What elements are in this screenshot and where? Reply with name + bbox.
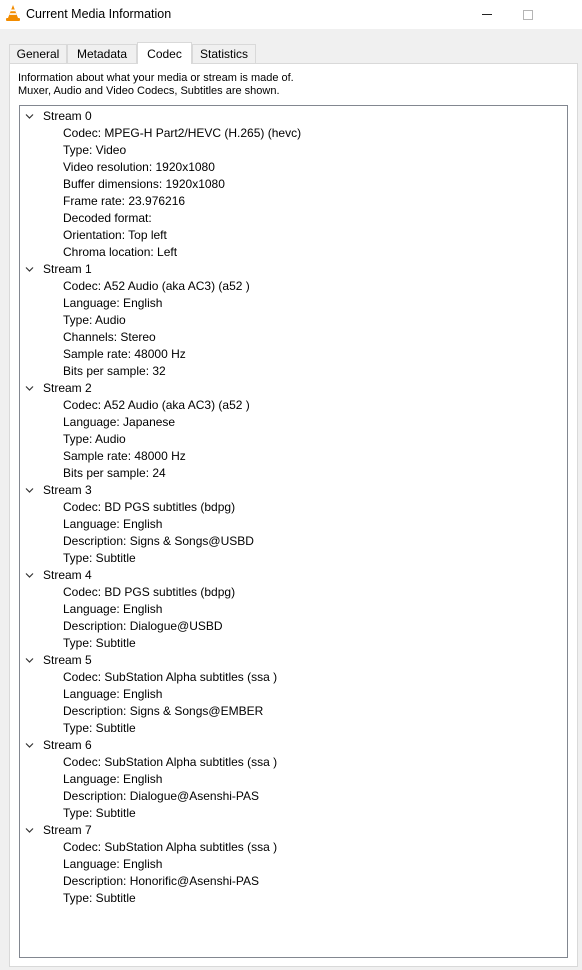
- vlc-cone-icon: [5, 4, 21, 22]
- maximize-icon: [523, 10, 533, 20]
- info-line: Muxer, Audio and Video Codecs, Subtitles are shown.: [18, 85, 280, 97]
- property-text: Language: Japanese: [63, 415, 176, 429]
- stream-label: Stream 6: [43, 738, 92, 752]
- chevron-down-icon[interactable]: [25, 826, 34, 835]
- stream-label: Stream 0: [43, 109, 92, 123]
- property-text: Codec: A52 Audio (aka AC3) (a52 ): [63, 398, 250, 412]
- tab-codec[interactable]: [137, 42, 192, 64]
- property-text: Codec: BD PGS subtitles (bdpg): [63, 500, 236, 514]
- codec-panel: [9, 63, 578, 967]
- property-text: Frame rate: 23.976216: [63, 194, 186, 208]
- dialog-body: [0, 29, 582, 970]
- tab-label: Metadata: [76, 47, 128, 61]
- property-text: Description: Honorific@Asenshi-PAS: [63, 874, 260, 888]
- chevron-down-icon[interactable]: [25, 486, 34, 495]
- tab-general[interactable]: [9, 44, 67, 63]
- minimize-button[interactable]: [464, 0, 510, 29]
- chevron-down-icon[interactable]: [25, 656, 34, 665]
- property-text: Type: Audio: [63, 313, 126, 327]
- property-text: Language: English: [63, 517, 163, 531]
- property-text: Codec: BD PGS subtitles (bdpg): [63, 585, 236, 599]
- tab-label: Statistics: [199, 47, 248, 61]
- property-text: Video resolution: 1920x1080: [63, 160, 215, 174]
- stream-label: Stream 4: [43, 568, 92, 582]
- property-text: Orientation: Top left: [63, 228, 167, 242]
- property-text: Language: English: [63, 857, 163, 871]
- minimize-icon: [482, 14, 492, 15]
- property-text: Language: English: [63, 687, 163, 701]
- property-text: Type: Subtitle: [63, 891, 136, 905]
- property-text: Language: English: [63, 602, 163, 616]
- codec-description: [18, 72, 294, 98]
- property-text: Codec: SubStation Alpha subtitles (ssa ): [63, 670, 278, 684]
- property-text: Sample rate: 48000 Hz: [63, 347, 186, 361]
- maximize-button[interactable]: [505, 0, 551, 29]
- property-text: Bits per sample: 32: [63, 364, 166, 378]
- window-title: Current Media Information: [26, 7, 172, 21]
- stream-label: Stream 5: [43, 653, 92, 667]
- property-text: Bits per sample: 24: [63, 466, 166, 480]
- stream-label: Stream 3: [43, 483, 92, 497]
- stream-label: Stream 2: [43, 381, 92, 395]
- chevron-down-icon[interactable]: [25, 384, 34, 393]
- property-text: Codec: SubStation Alpha subtitles (ssa ): [63, 840, 278, 854]
- tab-label: Codec: [147, 46, 182, 61]
- property-text: Description: Dialogue@Asenshi-PAS: [63, 789, 260, 803]
- chevron-down-icon[interactable]: [25, 265, 34, 274]
- property-text: Type: Audio: [63, 432, 126, 446]
- property-text: Description: Signs & Songs@USBD: [63, 534, 254, 548]
- property-text: Decoded format:: [63, 211, 152, 225]
- chevron-down-icon[interactable]: [25, 741, 34, 750]
- tab-statistics[interactable]: [192, 44, 256, 63]
- property-text: Type: Subtitle: [63, 636, 136, 650]
- property-text: Type: Subtitle: [63, 806, 136, 820]
- chevron-down-icon[interactable]: [25, 112, 34, 121]
- property-text: Type: Subtitle: [63, 551, 136, 565]
- property-text: Channels: Stereo: [63, 330, 156, 344]
- chevron-down-icon[interactable]: [25, 571, 34, 580]
- tab-label: General: [16, 47, 60, 61]
- property-text: Sample rate: 48000 Hz: [63, 449, 186, 463]
- stream-label: Stream 7: [43, 823, 92, 837]
- property-text: Type: Video: [63, 143, 127, 157]
- property-text: Description: Dialogue@USBD: [63, 619, 223, 633]
- property-text: Language: English: [63, 772, 163, 786]
- property-text: Description: Signs & Songs@EMBER: [63, 704, 264, 718]
- property-text: Codec: SubStation Alpha subtitles (ssa ): [63, 755, 278, 769]
- title-bar[interactable]: [0, 0, 582, 29]
- property-text: Type: Subtitle: [63, 721, 136, 735]
- property-text: Codec: A52 Audio (aka AC3) (a52 ): [63, 279, 250, 293]
- property-text: Language: English: [63, 296, 163, 310]
- property-text: Codec: MPEG-H Part2/HEVC (H.265) (hevc): [63, 126, 302, 140]
- property-text: Chroma location: Left: [63, 245, 178, 259]
- info-line: Information about what your media or stream is made of.: [18, 72, 294, 84]
- property-text: Buffer dimensions: 1920x1080: [63, 177, 225, 191]
- tab-metadata[interactable]: [67, 44, 137, 63]
- stream-tree[interactable]: [19, 105, 568, 958]
- stream-label: Stream 1: [43, 262, 92, 276]
